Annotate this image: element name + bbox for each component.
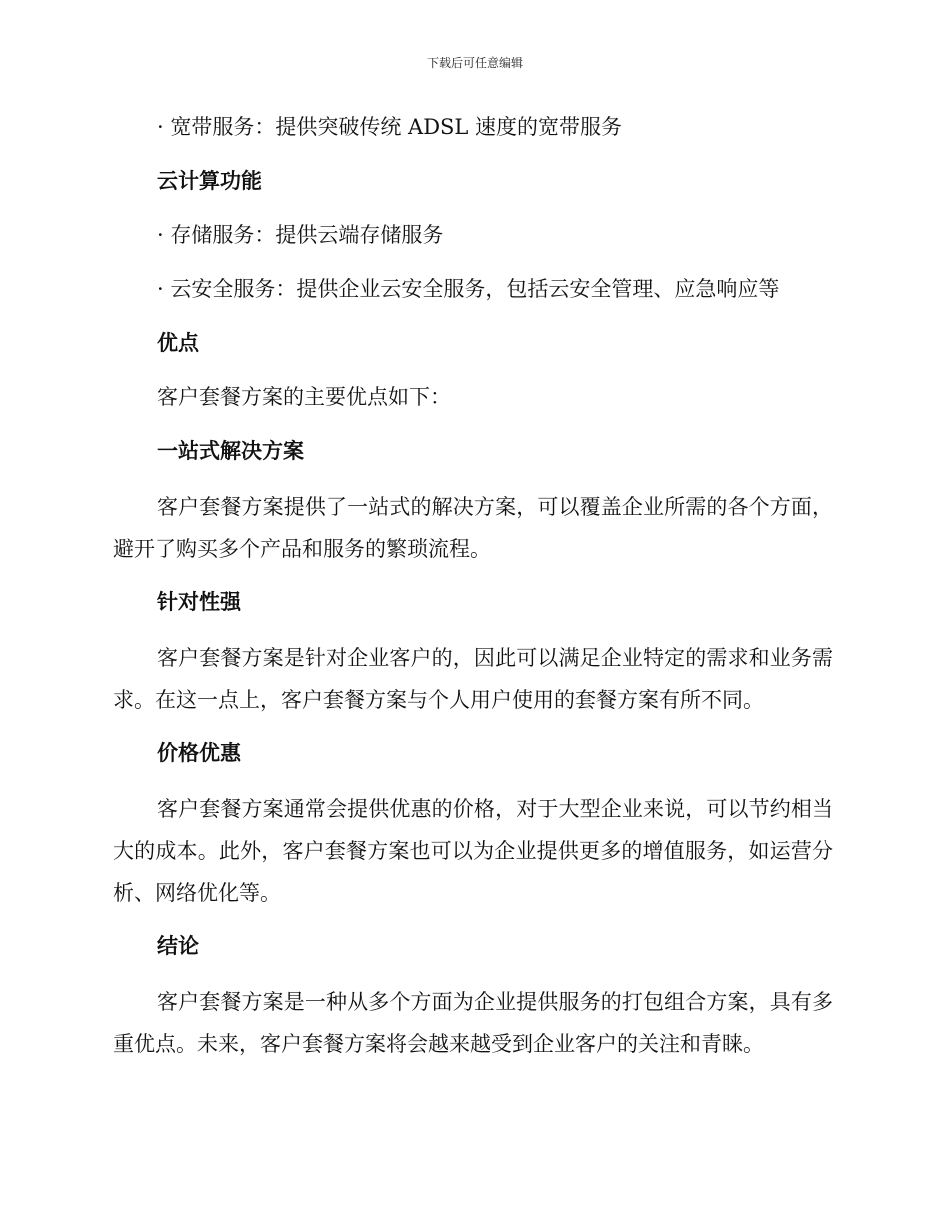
bullet-storage-service: · 存储服务：提供云端存储服务 [157,223,444,247]
paragraph-advantages-intro: 客户套餐方案的主要优点如下： [157,385,451,409]
paragraph-price-discount: 客户套餐方案通常会提供优惠的价格，对于大型企业来说，可以节约相当大的成本。此外，客户套餐方案也可以为企业提供更多的增值服务，如运营分析、网络优化等。 [113,797,833,905]
document-body [113,108,833,1078]
heading-advantages: 优点 [157,331,199,355]
paragraph-targeted: 客户套餐方案是针对企业客户的，因此可以满足企业特定的需求和业务需求。在这一点上，客户套餐方案与个人用户使用的套餐方案有所不同。 [113,646,833,712]
header-note: 下载后可任意编辑 [426,56,523,70]
heading-one-stop-solution: 一站式解决方案 [157,439,304,463]
bullet-cloud-security-service: · 云安全服务：提供企业云安全服务，包括云安全管理、应急响应等 [157,277,780,301]
bullet-broadband-service: · 宽带服务：提供突破传统 ADSL 速度的宽带服务 [157,115,623,139]
heading-price-discount: 价格优惠 [157,741,241,765]
paragraph-conclusion: 客户套餐方案是一种从多个方面为企业提供服务的打包组合方案，具有多重优点。未来，客户套餐方案将会越来越受到企业客户的关注和青睐。 [113,990,833,1056]
heading-cloud-computing: 云计算功能 [157,169,262,193]
paragraph-one-stop-solution: 客户套餐方案提供了一站式的解决方案，可以覆盖企业所需的各个方面，避开了购买多个产品和服务的繁琐流程。 [113,495,833,561]
heading-targeted: 针对性强 [157,590,241,614]
heading-conclusion: 结论 [157,934,199,958]
